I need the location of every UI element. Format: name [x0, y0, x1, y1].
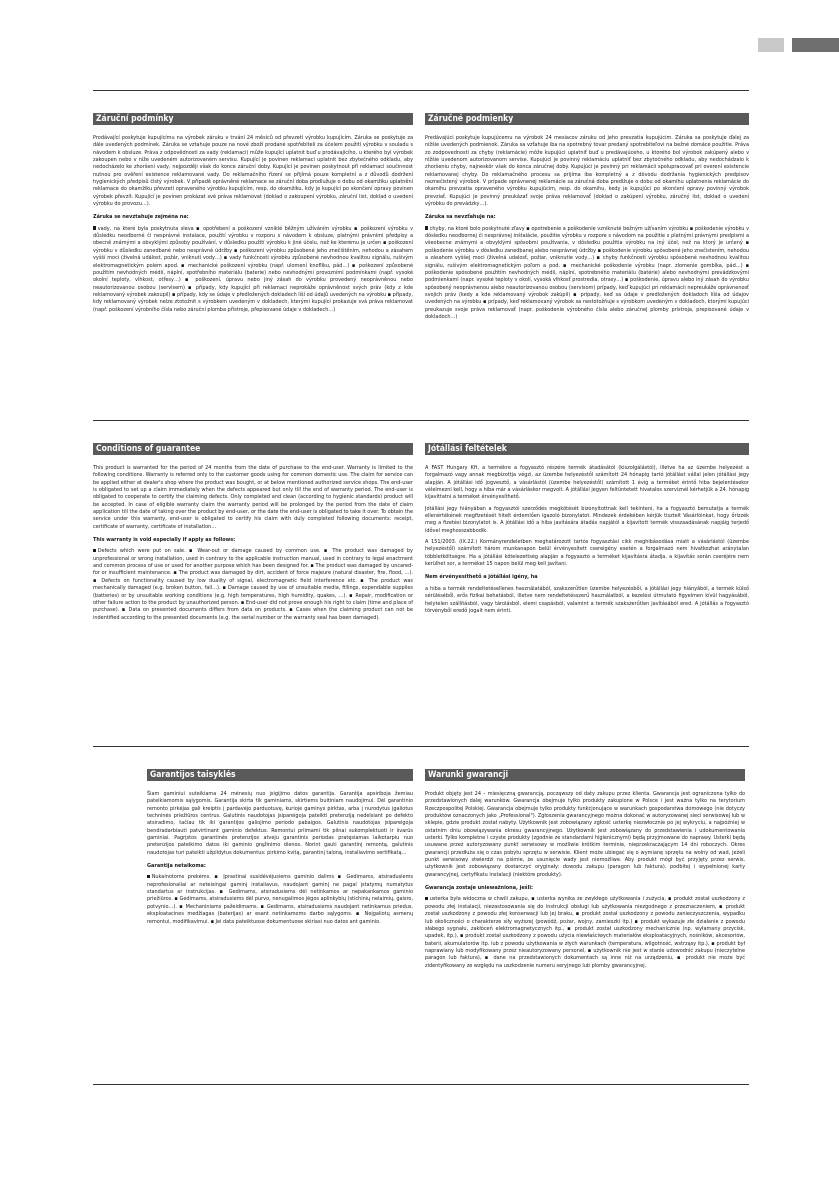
- bottom-rule: [93, 1084, 749, 1085]
- paragraph: Šiam gaminiui suteikiama 24 mėnesių nuo įsigijimo datos garantija. Garantija apsiriboja žemiau pateikiamomis sąlygomis. Garantija skirta tik gaminiams, skirtiems buitiniam naudojimui. Dėl garantinio remonto pirkėjas gali kreiptis į pardavėjo parduotuvę, kurioje gaminys pirktas, arba į nurodytus įgaliotus techninės priežiūros centrus. Galutinis naudotojas įsipareigoja pateikti pretenziją nedelsiant po defekto atsiradimo, tačiau tik iki garantijos galiojimo periodo pabaigos. Galutinis naudotojas įsipareigoja bendradarbiauti patvirtinant gaminio defektus. Remontui priimami tik pilnai sukomplektuoti ir švarūs gaminiai. Pagrįstos garantinės pretenzijos atveju garantinis periodas pratęsiamas laikotarpiu nuo pretenzijos pateikimo datos iki gaminio grąžinimo dienos. Norint gauti garantinį remontą, galutinis naudotojas turi pateikti užpildytus dokumentus: pirkimo kvitą, garantinį taloną, instaliavimo sertifikatą…: [147, 791, 413, 856]
- bullet-square-icon: [147, 875, 150, 878]
- english-section: [93, 443, 413, 721]
- paragraph-text: chyby, na ktoré bolo poskytnuté zľavy ▪ opotrebenie a poškodenie vzniknuté bežným užívaním výrobku ▪ poškodenie výrobku v dôsledku neodbornej či nesprávnej inštalácie, použitie výrobku v rozpore s návodom na použitie s platnými právnymi predpismi a všeobecne známymi a obvyklými spôsobmi používania, v dôsledku použitia výrobku na iný účel, než na ktorý je určený ▪ poškodenie výrobku v dôsledku zanedbanej alebo nesprávnej údržby ▪ poškodenie výrobku spôsobené jeho znečistením, nehodou a zásahom vyššej moci (živelná udalosť, požiar, vniknutie vody…) ▪ chyby funkčnosti výrobku spôsobené nevhodnou kvalitou signálu, rušivým elektromagnetickým poľom a pod. ▪ mechanické poškodenie výrobku (napr. zlomenie gombíka, pád…) ▪ poškodenie spôsobené použitím nevhodných médií, náplní, spotrebného materiálu (batérie) alebo nevhodnými prevádzkovými podmienkami (napr. vysoké teploty v okolí, vysoká vlhkosť prostredia, otrasy…) ▪ poškodenie, úpravu alebo iný zásah do výrobku spôsobený neoprávnenou alebo neautorizovanou osobou (servisom) prípady, keď kupujúci pri reklamácii nepreukáže oprávnenosť svojich práv (kedy a kde reklamovaný výrobok zakúpil) ▪ prípady, keď sa údaje v predložených dokladoch líšia od údajov uvedených na výrobku ▪ prípady, keď reklamovaný výrobok sa nestotožňuje s výrobkom uvedeným v dokladoch, ktorými kupujúci preukazuje svoje práva reklamovať (napr. poškodenie výrobného čísla alebo záručnej plomby prístroja, prepisované údaje v dokladoch…): [425, 225, 749, 320]
- paragraph-text: Defects which were put on sale. ▪ Wear-out or damage caused by common use. ▪ The product was damaged by unprofessional or wrong installation, used in contrary to the applicable instruction manual, used in contrary to legal enactment and common process of use or used for another purpose which has been designed for. ▪ The product was damaged by uncared-for or insufficient maintenance. ▪ The product was damaged by dirt, accident of force majeure (natural disaster, fire, flood, …). ▪ Defects on functionality caused by low duality of signal, electromagnetic field interference etc. ▪ The product was mechanically damaged (e.g. broken button, fall…). ▪ Damage caused by use of unsuitable media, fillings, expendable supplies (batteries) or by unsuitable working conditions (e.g. high temperatures, high humidity, quakes, …). ▪ Repair, modification or other failure action to the product by unauthorized person. ▪ End-user did not prove enough his right to claim (time and place of purchase). ▪ Data on presented documents differs from data on products. ▪ Cases when the claiming product can not be indentified according to the presented documents (e.g. the serial number or the warranty seal has been damaged).: [93, 548, 413, 621]
- paragraph-text: vady, na které byla poskytnuta sleva ▪ opotřebení a poškození vzniklé běžným užíváním výrobku ▪ poškození výrobku v důsledku neodborné či nesprávné instalace, použití výrobku v rozporu s návodem k obsluze, platnými právními předpisy a obecně známými a obvyklými způsoby používání, v důsledku použití výrobku k jiné účelu, než ke kterému je určen ▪ poškození výrobku v důsledku zanedbané nebo nesprávné údržby ▪ poškození výrobku způsobené jeho znečištěním, nehodou a zásahem vyšší moci (živelná událost, požár, vniknutí vody…) ▪ vady funkčnosti výrobku způsobené nevhodnou kvalitou signálu, rušivým elektromagnetickým polem apod. ▪ mechanické poškození výrobku (např. ulomení knoflíku, pád…) ▪ poškození způsobené použitím nevhodných médií, náplní, spotřebního materiálu (baterie) nebo nevhodnými provozními podmínkami (např. vysoké okolní teploty, vlhkost, otřesy…) ▪ poškození, úpravu nebo jiný zásah do výrobku provedený neoprávněnou nebo neautorizovanou osobou (servisem) ▪ případy, kdy kupující při reklamaci neprokáže oprávněnost svých práv (kdy z kde reklamovaný výrobek zakoupil) ▪ případy, kdy se údaje v předložených dokladech liší od údajů uvedených na výrobku ▪ případy, kdy reklamovaný výrobek nelze ztotožnit s výrobkem uvedeným v dokladech, kterými kupující prokazuje svá práva reklamovat (např. poškození výrobního čísla nebo záruční plomba přístroje, přepisované údaje v dokladech…): [93, 225, 413, 313]
- paragraph: A FAST Hungary Kft. a termékre a fogyasztó részére termék átadásától (kiszolgálástól), illetve ha az üzembe helyezést a forgalmazó vagy annak megbízottja végzi, az üzembe helyezéstől számított 24 hónapig tartó jótállást vállal jelen jótállási jegy alapján. A jótállási idő jogvesztő, a vásárlástól (üzembe helyezéstől) számított 1 évig a terméket érintő hiba bejelentésekor vélelmezni kell, hogy a hiba már a vásárláskor megvolt. A jótállási jegyen feltüntetett hivatalos szerviznél kérhetjük a 24. hónapig kijavíttatni a terméket érvényesíthető.: [425, 465, 749, 501]
- section-title: Záručné podmienky: [425, 113, 749, 125]
- paragraph: [93, 548, 413, 621]
- text-column: [147, 791, 413, 930]
- bullet-square-icon: [425, 226, 428, 229]
- text-column: [425, 465, 749, 619]
- polish-section: [425, 769, 745, 1069]
- middle-rule-1: [93, 420, 749, 421]
- bold-heading: Garantija netaikoma:: [147, 863, 206, 870]
- paragraph: Prodávající poskytuje kupujícímu na výrobek záruku v trvání 24 měsíců od převzetí výrobku kupujícím. Záruka se poskytuje za dále uvedených podmínek. Záruka se vztahuje pouze na nové zboží prodané spotřebiteli za účelem použití výrobku v souladu s návodem k obsluze. Práva z odpovědnosti za vady (reklamaci) může kupující uplatnit buď u prodávajícího, u kterého byl výrobek zakoupen nebo v níže uvedeném autorizovaném servisu. Kupující je povinen reklamaci uplatnit bez zbytečného odkladu, aby nedocházelo ke zhoršení vady, nejpozději však do konce záruční doby. Kupující je povinen poskytnout při reklamaci součinnost nutnou pro ověření existence reklamované vady. Do reklamačního řízení se přijímá pouze kompletní a z důvodů dodržení hygienických předpisů čistý výrobek. V případě oprávněné reklamace se záruční doba prodlužuje o dobu od okamžiku uplatnění reklamace do okamžiku převzetí opraveného výrobku kupujícím, resp. do okamžiku, kdy je kupující po skončení opravy povinen výrobek převzít. Kupující je povinen prokázat své práva reklamovat (doklad o zakoupení výrobku, záruční list, doklad o uvedení výrobku do provozu…).: [93, 135, 413, 208]
- bold-heading: This warranty is void especially if apply as follows:: [93, 537, 236, 544]
- text-column: [93, 465, 413, 626]
- paragraph-text: Nukainotoms prekėms. ▪ Įprastinai susidėvėjusiems gaminio dalims ▪ Gedimams, atsiradusiems neprofesionaliai ar neteisingai gaminį instaliavus, naudojant gaminį ne pagal įstatymų numatytus standartus ar instrukcijas. ▪ Gedimams, atsiradusiems dėl netinkamos ar nepakankamos gaminio priežiūros. ▪ Gedimams, atsiradusiems dėl purvo, nenugalimos jėgos aplinkybių (stichinių nelaimių, gaisro, potvynio…). ▪ Mechaniniams pažeidimams. ▪ Gedimams, atsiradusiems naudojant netinkamus priedus, eksploatacines medžiagas (baterijas) ar esant netinkamoms darbo sąlygoms. ▪ Neįgaliotų asmenų remontui, modifikavimui. ▪ Jei data pateiktuose dokumentuose skiriasi nuo datos ant gaminio.: [147, 874, 413, 925]
- text-column: [425, 135, 749, 325]
- paragraph: [425, 226, 749, 321]
- paragraph: Predávajúci poskytuje kupujúcemu na výrobok 24 mesiacov záruku od jeho prevzatia kupujúcim. Záruka sa poskytuje ďalej za nižšie uvedených podmienok. Záruka sa vzťahuje iba na spotrebný tovar predaný spotrebiteľovi na bežné domáce použitie. Práva zo zodpovednosti za chyby (reklamácie) môže kupujúci uplatniť buď u predávajúceho, u ktorého bol výrobok zakúpený alebo v nižšie uvedenom autorizovanom servise. Kupujúci je povinný reklamáciu uplatniť bez zbytočného odkladu, aby nedochádzalo k zhoršeniu chyby, najneskôr však do konca záručnej doby. Kupujúci je povinný pri reklamácii spolupracovať pri overení existencie reklamovanej chyby. Do reklamačného procesu sa prijíma iba kompletný a z dôvodu dodržania hygienických predpisov neznečistený výrobok. V prípade oprávnenej reklamácie sa záručná doba predlžuje o dobu od okamihu uplatnenia reklamácie do okamihu prevzatia opraveného výrobku kupujúcim, resp. do okamihu, kedy je kupujúci po skončení opravy povinný výrobok prevziať. Kupujúci je povinný preukázať svoje práva reklamovať (doklad o zakúpení výrobku, záručný list, doklad o uvedení výrobku do prevádzky…).: [425, 135, 749, 208]
- section-title: Garantijos taisyklės: [147, 769, 413, 781]
- paragraph: A 151/2003. (IX.22.) Kormányrendeletben meghatározott tartós fogyasztási cikk meghibásodása miatt a vásárlástól (üzembe helyezéstől) számított három munkanapon belül érvényesített csereigény esetén a forgalmazó nem hivatkozhat aránytalan többletköltségre. Ha a jótállási kötelezettség alapján a fogyasztó a terméket kijavításra átadja, a kijavítás során cseréjére nem kerülhet sor, a terméket 15 napon belül meg kell javítani.: [425, 539, 749, 568]
- bold-heading: Nem érvényesíthető a jótállási igény, ha: [425, 574, 538, 581]
- top-rule: [93, 90, 749, 91]
- paragraph: Produkt objęty jest 24 – miesięczną gwarancją, począwszy od daty zakupu przez klienta. Gwarancja jest ograniczona tylko do przedstawionych dalej warunków. Gwarancja obejmuje tylko produkty zakupione w Polsce i jest ważna tylko na terytorium Rzeczpospolitej Polskiej. Gwarancja obejmuje tylko produkty funkcjonujące w warunkach gospodarstwa domowego (nie dotyczy produktów oznaczonych jako „Professional"). Zgłoszenia gwarancyjnego można dokonać w autoryzowanej sieci serwisowej lub w sklepie, gdzie produkt został nabyty. Użytkownik jest zobowiązany zgłosić usterkę niezwłocznie po jej wykryciu, a najpóźniej w ostatnim dniu obowiązywania okresu gwarancyjnego. Użytkownik jest zobowiązany do przedstawienia i udokumentowania usterki. Tylko kompletne i czyste produkty (zgodnie ze standardami higienicznymi) będą przyjmowane do naprawy. Usterki będą usuwane przez autoryzowany punkt serwisowy w możliwie krótkim terminie, nieprzekraczającym 14 dni roboczych. Okres gwarancji przedłuża się o czas pobytu sprzętu w serwisie. Klient może ubiegać się o wymianę sprzętu na wolny od wad, jeżeli punkt serwisowy stwierdzi na piśmie, że usunięcie wady jest niemożliwe. Aby produkt mógł być przyjęty przez serwis, użytkownik jest zobowiązany dostarczyć oryginały: dowodu zakupu (paragon lub faktura), podbitej i wypełnionej karty gwarancyjnej, certyfikatu instalacji (niektóre produkty).: [425, 791, 745, 878]
- page-tab-light: [758, 38, 784, 52]
- paragraph: Jótállási jegy hiányában a fogyasztói szerződés megkötését bizonyítottnak kell tekinteni, ha a fogyasztó bemutatja a termék ellenértékének megfizetését hitelt érdemlően igazoló bizonylatot. Mindezek érdekében kérjük tisztelt Vásárlóinkat, hogy őrizzék meg a fizetési bizonylatot is. A jótállási idő a hiba javítására átadás napjától a kijavított termék visszaadásának napjáig terjedő idővel meghosszabbodik.: [425, 505, 749, 534]
- bullet-square-icon: [93, 226, 96, 229]
- paragraph: [425, 896, 745, 969]
- bold-heading: Gwarancja zostaje unieważniona, jeśli:: [425, 885, 533, 892]
- bullet-square-icon: [425, 897, 428, 900]
- bullet-square-icon: [93, 549, 96, 552]
- slovak-section: [425, 113, 749, 388]
- paragraph: This product is warranted for the period of 24 months from the date of purchase to the end-user. Warranty is limited to the following conditions. Warranty is referred only to the customer goods using for common domestic use. The claim for service can be applied either at dealer's shop where the product was bought, or at below mentioned authorized service shops. The end-user is obligated to set up a claim immediately when the defects appeared but only till the end of warranty period. The end-user is obligated to cooperate to certify the claiming defects. Only completed and clean (according to hygienic standards) product will be accepted. In case of eligible warranty claim the warranty period will be prolonged by the period from the date of claim application till the date of taking over the product by end-user, or the date the end-user is obligated to take it over. To obtain the service under this warranty, end-user is obligated to certify his claim with duly completed following documents: receipt, certificate of warranty, certificate of installation…: [93, 465, 413, 530]
- hungarian-section: [425, 443, 749, 721]
- lithuanian-section: [147, 769, 413, 1069]
- page-tab-dark: [792, 38, 839, 52]
- section-title: Jótállási feltételek: [425, 443, 749, 455]
- paragraph: [147, 874, 413, 925]
- section-title: Warunki gwarancji: [425, 769, 745, 781]
- paragraph: a hiba a termék rendeltetésellenes használatából, szakszerűtlen üzembe helyezésből, a jótállási jegy hiányából, a termék külső sérüléséből, erős fizikai behatásból, illetve nem rendeltetésszerű használatból, a kezelési útmutató figyelmen kívül hagyásából, helytelen szállításból, vagy tárolásból, elemi csapásból, valamint a termék szakszerűtlen javításából ered. A jótállás a fogyasztó törvényből eredő jogait nem érinti.: [425, 585, 749, 614]
- text-column: [93, 135, 413, 318]
- section-title: Záruční podmínky: [93, 113, 413, 125]
- bold-heading: Záruka sa nevzťahuje na:: [425, 214, 496, 221]
- middle-rule-2: [93, 746, 749, 747]
- bold-heading: Záruka se nevztahuje zejména na:: [93, 214, 189, 221]
- czech-section: [93, 113, 413, 388]
- text-column: [425, 791, 745, 974]
- section-title: Conditions of guarantee: [93, 443, 413, 455]
- paragraph-text: usterka była widoczna w chwili zakupu, ▪ usterka wynika ze zwykłego użytkowania i zużycia, ▪ produkt został uszkodzony z powodu złej instalacji, niezastosowania się do instrukcji obsługi lub użytkowania niezgodnego z przeznaczeniem, ▪ produkt został uszkodzony z powodu złej konserwacji lub jej braku, ▪ produkt został uszkodzony z powodu zanieczyszczenia, wypadku lub okoliczności o charakterze siły wyższej (powódź, pożar, wojny, zamieszki itp.) ▪ produkt wykazuje złe działanie z powodu słabego sygnału, zakłóceń elektromagnetycznych itp., ▪ produkt został uszkodzony mechanicznie (np. wyłamany przycisk, upadek, itp.), ▪ produkt został uszkodzony z powodu użycia niewłaściwych materiałów eksploatacyjnych, nośników, akcesoriów, baterii, akumulatorów itp. lub z powodu użytkowania w złych warunkach (temperatura, wilgotność, wstrząsy itp.), ▪ produkt był naprawiany lub modyfikowany przez nieautoryzowany personel, ▪ użytkownik nie jest w stanie udowodnić zakupu (nieczytelne paragon lub faktura), ▪ dane na przedstawionych dokumentach są inne niż na urządzeniu, ▪ produkt nie może być zidentyfikowany ze względu na uszkodzenie numeru seryjnego lub plomby gwarancyjnej.: [425, 896, 745, 969]
- paragraph: [93, 226, 413, 314]
